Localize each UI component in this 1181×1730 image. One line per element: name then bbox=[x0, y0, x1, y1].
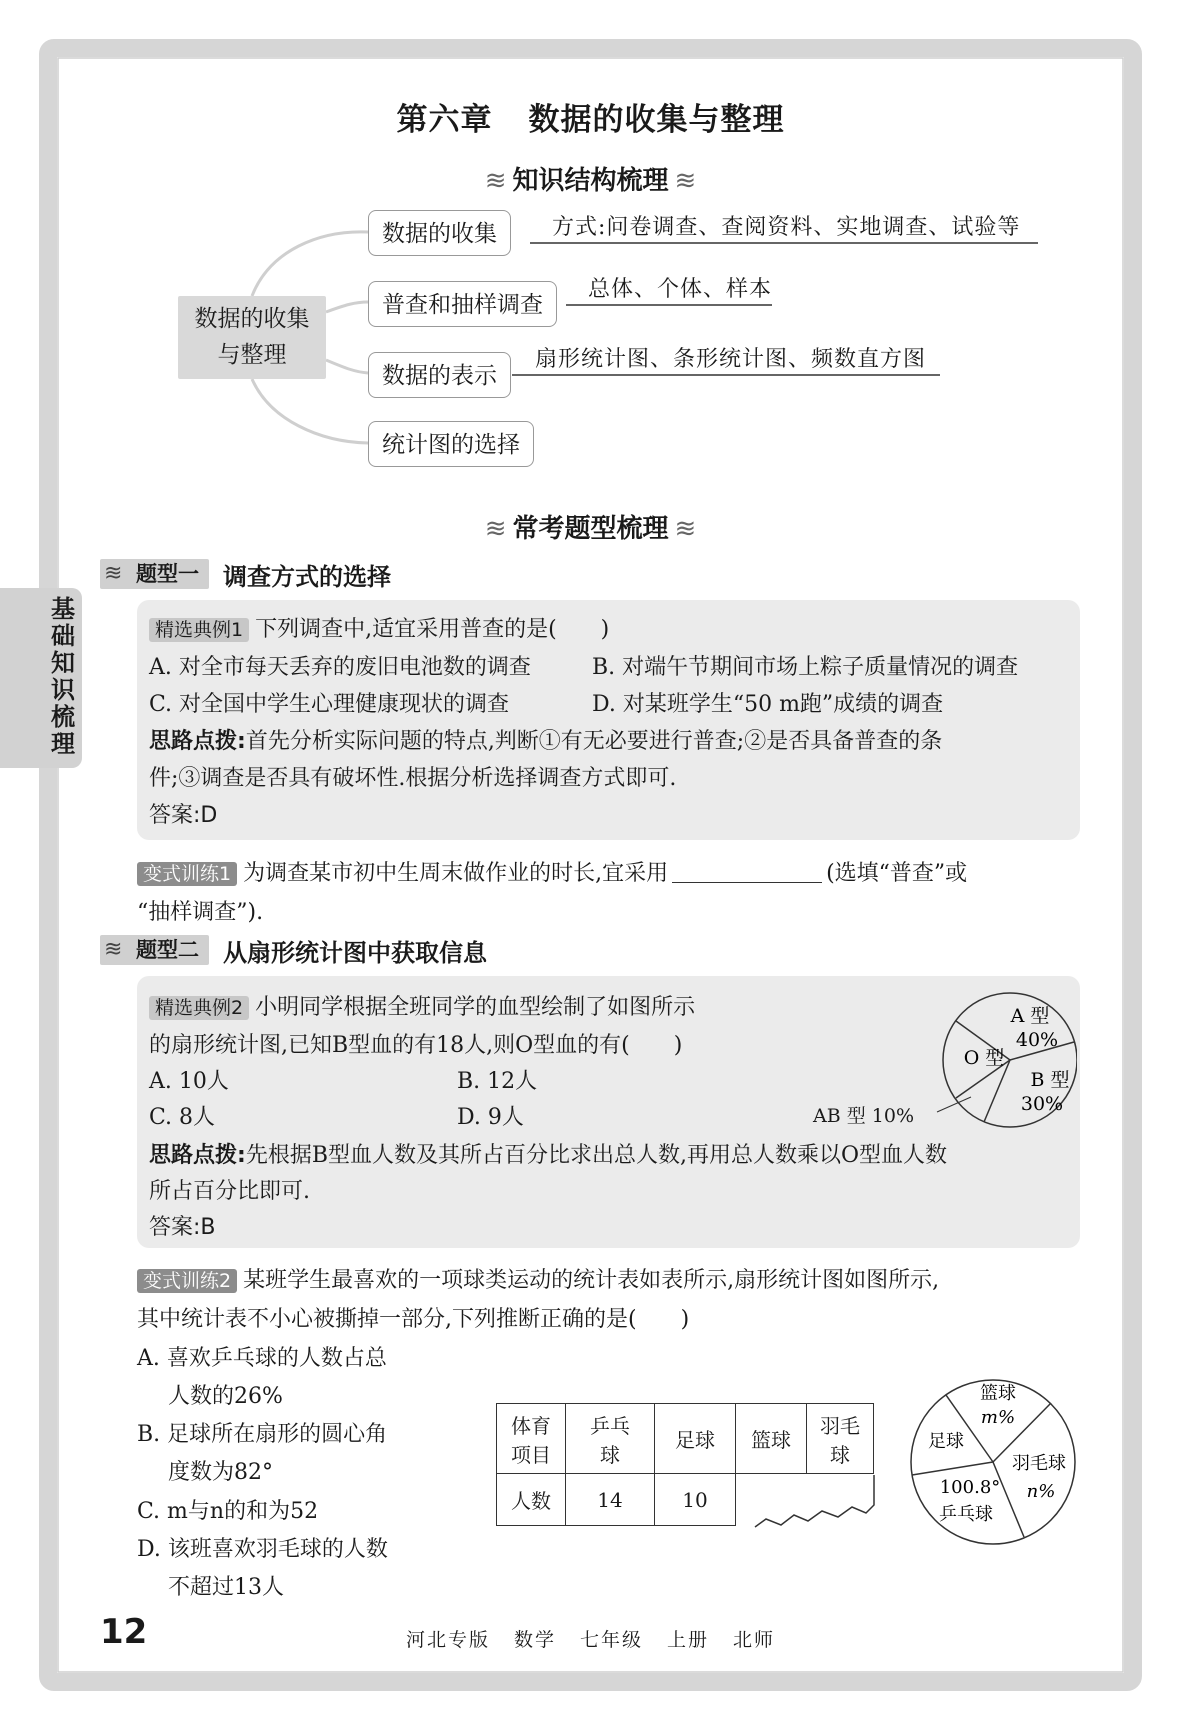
option-c: C. 8人 bbox=[149, 1105, 216, 1130]
type1-example-box bbox=[137, 600, 1080, 840]
pie-label-basketball: 篮球 bbox=[980, 1383, 1016, 1404]
table-cell: 14 bbox=[566, 1474, 655, 1526]
type2-example-question-2: 的扇形统计图,已知B型血的有18人,则O型血的有( ) bbox=[149, 1033, 683, 1058]
option-b: B. 12人 bbox=[457, 1069, 538, 1094]
practice-option-a-2: 人数的26% bbox=[168, 1384, 283, 1409]
footer-edition: 河北专版 bbox=[405, 1629, 490, 1651]
wave-icon: ≋ bbox=[484, 166, 507, 196]
practice-option-d-1: D. 该班喜欢羽毛球的人数 bbox=[137, 1537, 388, 1562]
section-heading-question-types bbox=[0, 508, 1181, 545]
mindmap-desc-collection: 方式:问卷调查、查阅资料、实地调查、试验等 bbox=[552, 215, 1021, 240]
practice-option-b-1: B. 足球所在扇形的圆心角 bbox=[137, 1422, 388, 1447]
mindmap-center-line2: 与整理 bbox=[217, 342, 287, 368]
type2-badge-label: 题型二 bbox=[136, 938, 199, 962]
side-tab-label: 基础知识梳理 bbox=[51, 595, 75, 758]
hint-line-2: 件;③调查是否具有破坏性.根据分析选择调查方式即可. bbox=[149, 766, 677, 791]
practice-text: 为调查某市初中生周末做作业的时长,宜采用 bbox=[243, 861, 669, 886]
hint-label: 思路点拨: bbox=[149, 729, 246, 754]
pie-label-b: B 型 bbox=[1030, 1069, 1070, 1091]
wave-icon: ≋ bbox=[104, 561, 123, 586]
pie-pct-badminton: n% bbox=[1026, 1481, 1056, 1502]
type2-heading bbox=[100, 934, 487, 966]
practice-text: 某班学生最喜欢的一项球类运动的统计表如表所示,扇形统计图如图所示, bbox=[243, 1268, 940, 1293]
mindmap-node-chart-choice: 统计图的选择 bbox=[368, 421, 534, 467]
type2-title: 从扇形统计图中获取信息 bbox=[223, 938, 487, 967]
type2-example-box bbox=[137, 976, 1080, 1248]
question-text: 小明同学根据全班同学的血型绘制了如图所示 bbox=[255, 995, 696, 1020]
type1-example-question bbox=[149, 612, 609, 643]
answer: 答案:D bbox=[149, 803, 218, 828]
pie-label-o: O 型 bbox=[963, 1047, 1005, 1069]
practice-option-c: C. m与n的和为52 bbox=[137, 1499, 319, 1524]
pie-pct-b: 30% bbox=[1020, 1093, 1064, 1115]
practice-text-tail: (选填“普查”或 bbox=[826, 861, 968, 886]
pie-label-pingpong: 乒乓球 bbox=[939, 1504, 993, 1525]
section-title: 知识结构梳理 bbox=[512, 166, 669, 196]
pie-label-ab: AB 型 10% bbox=[813, 1105, 914, 1127]
wave-icon: ≋ bbox=[484, 514, 507, 544]
wave-icon: ≋ bbox=[104, 937, 123, 962]
mindmap-node-representation: 数据的表示 bbox=[368, 352, 511, 398]
mindmap-desc-survey: 总体、个体、样本 bbox=[588, 277, 773, 302]
footer-volume: 上册 bbox=[667, 1629, 710, 1651]
chapter-name: 数据的收集与整理 bbox=[528, 102, 785, 138]
type1-badge bbox=[100, 559, 209, 589]
pie-pct-a: 40% bbox=[1015, 1029, 1059, 1051]
side-tab bbox=[0, 588, 82, 768]
example-tag: 精选典例1 bbox=[149, 618, 249, 642]
answer: 答案:B bbox=[149, 1215, 216, 1240]
option-a: A. 10人 bbox=[149, 1069, 229, 1094]
cell-text: 球 bbox=[600, 1442, 620, 1467]
mindmap-center-line1: 数据的收集 bbox=[194, 306, 310, 332]
table-row-label: 人数 bbox=[497, 1474, 566, 1526]
type1-title: 调查方式的选择 bbox=[223, 562, 391, 591]
hint-label: 思路点拨: bbox=[149, 1143, 246, 1168]
sports-pie bbox=[906, 1375, 1081, 1550]
cell-text: 项目 bbox=[511, 1442, 551, 1467]
option-b: B. 对端午节期间市场上粽子质量情况的调查 bbox=[592, 655, 1019, 680]
hint-line-1 bbox=[149, 724, 942, 755]
pie-pct-basketball: m% bbox=[980, 1407, 1016, 1428]
hint-text: 先根据B型血人数及其所占百分比求出总人数,再用总人数乘以O型血人数 bbox=[245, 1143, 948, 1168]
practice-option-d-2: 不超过13人 bbox=[168, 1575, 284, 1600]
wave-icon: ≋ bbox=[674, 514, 697, 544]
chapter-number: 第六章 bbox=[396, 102, 493, 138]
type2-practice-line1 bbox=[137, 1263, 939, 1294]
mindmap-underline bbox=[530, 242, 1038, 244]
hint-text: 首先分析实际问题的特点,判断①有无必要进行普查;②是否具备普查的条 bbox=[245, 729, 943, 754]
footer-publisher: 北师 bbox=[733, 1629, 776, 1651]
answer-blank[interactable] bbox=[672, 862, 822, 883]
torn-edge bbox=[496, 1403, 896, 1533]
hint-line-2: 所占百分比即可. bbox=[149, 1179, 310, 1204]
option-d: D. 对某班学生“50 m跑”成绩的调查 bbox=[592, 692, 944, 717]
option-c: C. 对全国中学生心理健康现状的调查 bbox=[149, 692, 510, 717]
type1-practice-line2: “抽样调查”). bbox=[137, 900, 264, 925]
pie-label-a: A 型 bbox=[1010, 1005, 1050, 1027]
mindmap-center bbox=[178, 296, 326, 379]
type1-badge-label: 题型一 bbox=[136, 562, 199, 586]
cell-text: 乒乓 bbox=[590, 1413, 630, 1438]
cell-text: 羽毛 bbox=[820, 1413, 860, 1438]
wave-icon: ≋ bbox=[674, 166, 697, 196]
type1-heading bbox=[100, 558, 391, 590]
mindmap-underline bbox=[566, 304, 772, 306]
footer-info bbox=[0, 1625, 1181, 1652]
sports-table-wrap bbox=[496, 1403, 874, 1526]
type2-practice-line2: 其中统计表不小心被撕掉一部分,下列推断正确的是( ) bbox=[137, 1307, 690, 1332]
table-cell: 10 bbox=[655, 1474, 736, 1526]
type2-example-question-1 bbox=[149, 990, 695, 1021]
option-d: D. 9人 bbox=[457, 1105, 524, 1130]
footer-grade: 七年级 bbox=[579, 1629, 643, 1651]
table-header-cell: 篮球 bbox=[736, 1404, 807, 1474]
mindmap-node-collection: 数据的收集 bbox=[368, 210, 511, 256]
type1-practice-line1 bbox=[137, 856, 967, 887]
cell-text: 体育 bbox=[511, 1413, 551, 1438]
practice-option-b-2: 度数为82° bbox=[168, 1460, 273, 1485]
practice-option-a-1: A. 喜欢乒乓球的人数占总 bbox=[137, 1346, 387, 1371]
practice-tag: 变式训练1 bbox=[137, 862, 237, 886]
page-number: 12 bbox=[100, 1612, 148, 1652]
option-a: A. 对全市每天丢弃的废旧电池数的调查 bbox=[149, 655, 531, 680]
example-tag: 精选典例2 bbox=[149, 996, 249, 1020]
hint-line-1 bbox=[149, 1138, 947, 1169]
cell-text: 球 bbox=[830, 1442, 850, 1467]
pie-angle-pingpong: 100.8° bbox=[939, 1477, 1001, 1498]
pie-label-badminton: 羽毛球 bbox=[1012, 1453, 1066, 1474]
practice-tag: 变式训练2 bbox=[137, 1269, 237, 1293]
footer-subject: 数学 bbox=[513, 1629, 556, 1651]
question-text: 下列调查中,适宜采用普查的是( ) bbox=[255, 617, 610, 642]
mindmap-underline bbox=[512, 374, 940, 376]
type2-badge bbox=[100, 935, 209, 965]
mindmap-node-survey: 普查和抽样调查 bbox=[368, 281, 557, 327]
mindmap-desc-representation: 扇形统计图、条形统计图、频数直方图 bbox=[535, 347, 927, 372]
table-header-cell: 足球 bbox=[655, 1404, 736, 1474]
section-title: 常考题型梳理 bbox=[512, 514, 669, 544]
pie-sector-line bbox=[912, 1462, 993, 1475]
pie-label-football: 足球 bbox=[928, 1431, 964, 1452]
